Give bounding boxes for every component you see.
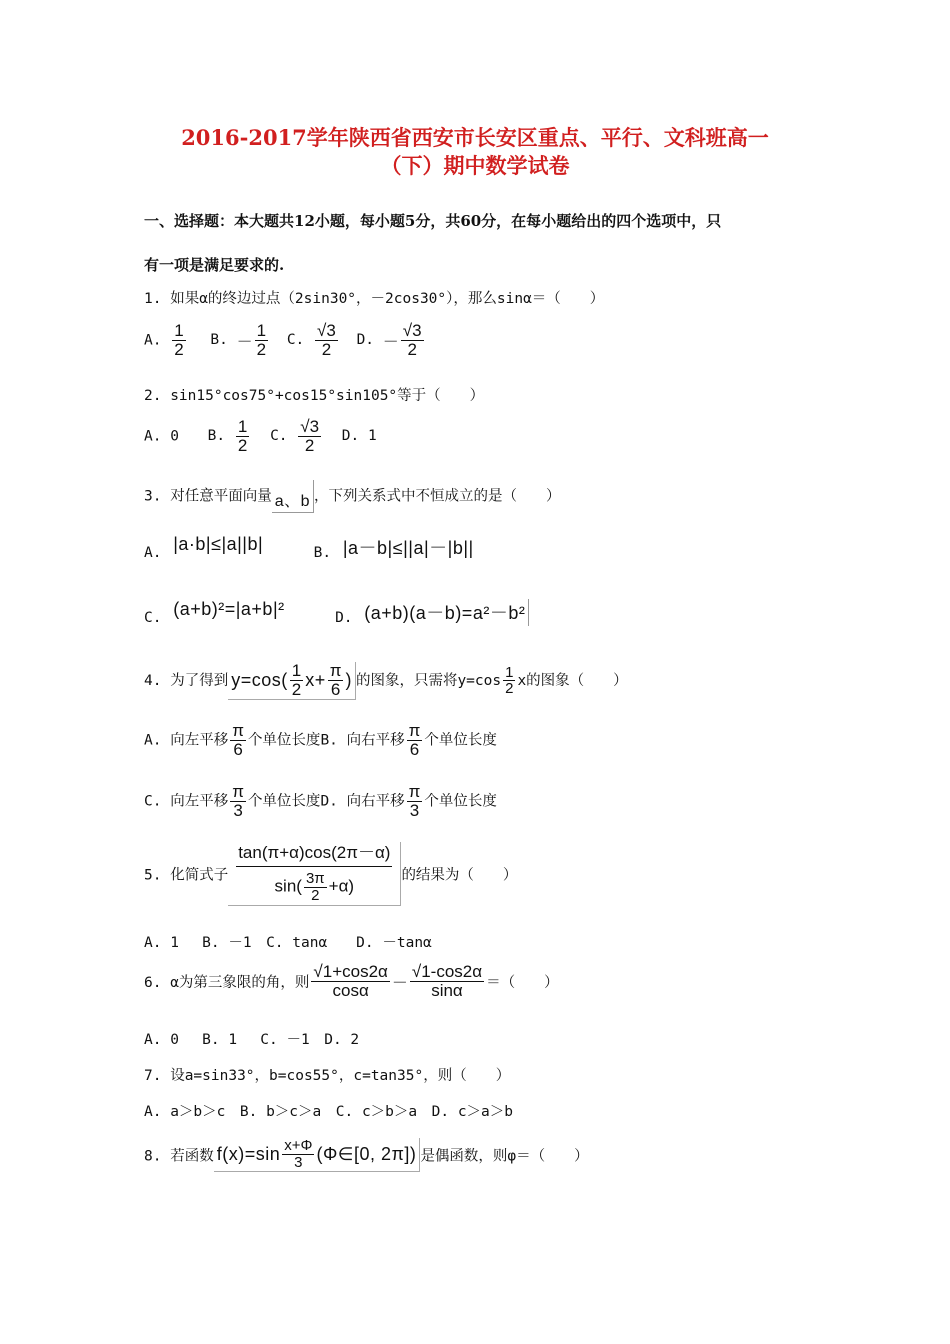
q4-target-function: y=cos( $\frac{1}{2}$ x+ $\frac{\pi}{6}$ ) (228, 662, 356, 700)
q2-option-c-fraction: $\frac{√3}{2}$ (300, 417, 320, 455)
q4-source-fraction: $\frac{1}{2}$ (505, 663, 514, 698)
q4-option-b-post: 个单位长度 (424, 732, 497, 749)
q3-options-cd (144, 599, 529, 626)
q4-option-b-fraction: $\frac{\pi}{6}$ (408, 721, 421, 759)
q4-option-b-pre: B. 向右平移 (320, 732, 405, 749)
q5-stem-post: 的结果为（ ） (401, 867, 518, 884)
q1-stem: 1. 如果α的终边过点（2sin30°，－2cos30°），那么sinα＝（ ） (144, 291, 605, 307)
q4-option-c-fraction: $\frac{\pi}{3}$ (232, 782, 244, 820)
q1-option-d-sign: － (382, 333, 399, 351)
q2-option-a: A. 0 (144, 428, 179, 445)
q6-options: A. 0 B. 1 C. －1 D. 2 (144, 1032, 360, 1048)
q4-options-ab (144, 722, 497, 759)
q1-option-d-fraction: $\frac{√3}{2}$ (402, 321, 422, 359)
section-heading-line1: 一、选择题：本大题共12小题，每小题5分，共60分，在每小题给出的四个选项中，只 (144, 212, 722, 230)
q1-option-a-fraction: $\frac{1}{2}$ (174, 321, 184, 359)
q7-stem: 7. 设a=sin33°，b=cos55°，c=tan35°，则（ ） (144, 1068, 511, 1084)
q3-stem-pre: 3. 对任意平面向量 (144, 488, 272, 505)
q6-fraction-2: $\frac{√1-\cos 2\alpha}{\sin\alpha}$ (411, 962, 483, 1000)
q1-option-d-label: D. (356, 332, 375, 349)
q3-option-c-expr: (a+b)²=|a+b|² (173, 599, 285, 619)
q2-option-b-label: B. (207, 428, 226, 445)
q6-stem-post: ＝（ ） (486, 974, 559, 991)
q3-option-b-label: B. (313, 545, 332, 561)
q4-option-a-fraction: $\frac{\pi}{6}$ (232, 721, 244, 759)
q4-option-c-post: 个单位长度 (247, 793, 321, 810)
q5-stem (144, 842, 517, 906)
q3-options-ab (144, 534, 477, 561)
q4-stem (144, 662, 628, 700)
q1-option-b-sign: － (236, 333, 253, 351)
q3-vectors: a、b (272, 480, 314, 513)
q1-option-b-fraction: $\frac{1}{2}$ (256, 321, 267, 359)
q6-stem (144, 963, 559, 1000)
page-subtitle: （下）期中数学试卷 (380, 153, 570, 178)
q3-option-a-expr: |a·b|≤|a||b| (173, 534, 264, 554)
q5-expression: tan(π+α)cos(2π－α) sin( $\frac{3\pi}{2}$ +α) (228, 842, 401, 906)
q4-option-d-fraction: $\frac{\pi}{3}$ (408, 782, 421, 820)
q2-option-c-label: C. (270, 428, 288, 445)
q3-option-d-expr: (a+b)(a－b)=a²－b² (361, 599, 529, 626)
q1-option-c-label: C. (286, 332, 305, 349)
q4-stem-post: x的图象（ ） (517, 672, 628, 689)
q1-option-b-label: B. (210, 332, 228, 349)
section-heading-line2: 有一项是满足要求的. (144, 256, 285, 274)
q4-stem-mid: 的图象，只需将y=cos (355, 672, 502, 689)
q1-option-c-fraction: $\frac{√3}{2}$ (317, 321, 336, 359)
q6-stem-pre: 6. α为第三象限的角，则 (144, 974, 310, 991)
q4-option-d-post: 个单位长度 (424, 793, 497, 810)
q1-options (144, 322, 426, 359)
q2-stem: 2. sin15°cos75°+cos15°sin105°等于（ ） (144, 388, 485, 404)
q3-option-a-label: A. (144, 545, 162, 561)
q4-option-d-pre: D. 向右平移 (320, 793, 405, 810)
q3-stem (144, 480, 561, 513)
q7-options: A. a＞b＞c B. b＞c＞a C. c＞b＞a D. c＞a＞b (144, 1104, 514, 1120)
q4-option-a-pre: A. 向左平移 (144, 732, 229, 749)
page-title: 2016-2017学年陕西省西安市长安区重点、平行、文科班高一 (181, 125, 769, 150)
q5-options: A. 1 B. －1 C. tanα D. －tanα (144, 935, 432, 951)
q1-option-a-label: A. (144, 332, 162, 349)
q3-option-b-expr: |a－b|≤||a|－|b|| (342, 538, 474, 558)
q4-stem-pre: 4. 为了得到 (144, 672, 229, 689)
q2-options (144, 418, 377, 455)
q6-minus: － (391, 974, 408, 992)
q3-stem-post: ，下列关系式中不恒成立的是（ ） (314, 488, 561, 505)
q6-fraction-1: $\frac{√1+\cos 2\alpha}{\cos\alpha}$ (313, 962, 388, 1000)
q8-function-expression: f(x)=sin $\frac{x+\Phi}{3}$ (Φ∈[0, 2π]) (214, 1138, 421, 1172)
q3-option-d-label: D. (335, 610, 353, 626)
q2-option-d: D. 1 (341, 428, 377, 445)
q4-option-c-pre: C. 向左平移 (144, 793, 229, 810)
q4-option-a-post: 个单位长度 (247, 732, 321, 749)
q4-options-cd (144, 783, 497, 820)
q3-option-c-label: C. (144, 610, 162, 626)
q8-stem-post: 是偶函数，则φ＝（ ） (420, 1148, 589, 1165)
q8-stem (144, 1138, 589, 1172)
q8-stem-pre: 8. 若函数 (144, 1148, 214, 1165)
q5-stem-pre: 5. 化简式子 (144, 867, 229, 884)
q2-option-b-fraction: $\frac{1}{2}$ (237, 417, 248, 455)
